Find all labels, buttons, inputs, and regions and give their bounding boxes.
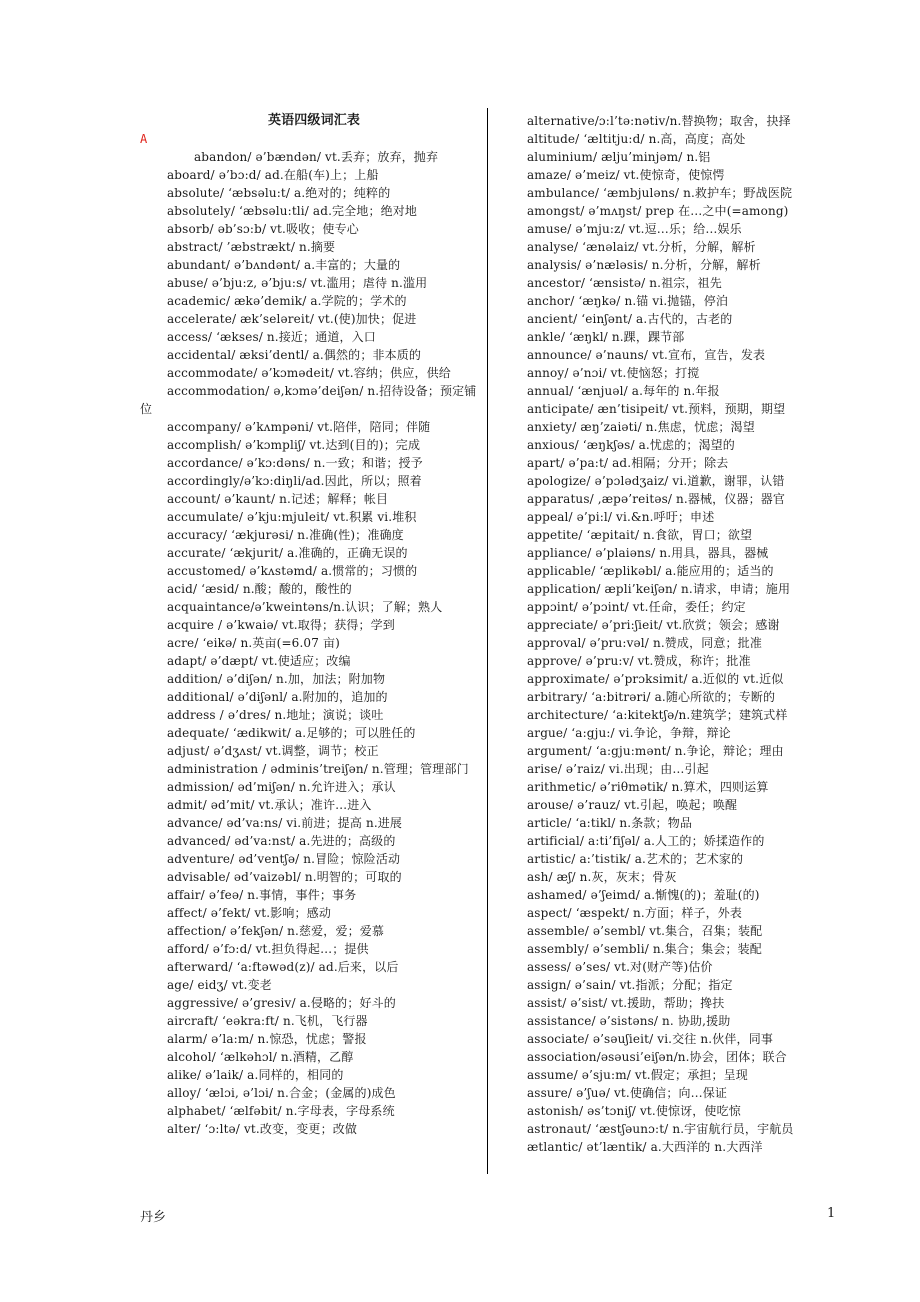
vocab-entry: arise/ ə’raiz/ vi.出现；由…引起 xyxy=(527,762,709,776)
footer-author: 丹乡 xyxy=(140,1210,167,1225)
vocab-entry: astonish/ əs’tɔniʃ/ vt.使惊讶，使吃惊 xyxy=(527,1104,741,1118)
left-column xyxy=(140,112,478,1138)
vocab-entry: alarm/ ə’la:m/ n.惊恐，忧虑；警报 xyxy=(167,1032,367,1046)
vocab-entry: afford/ ə’fɔ:d/ vt.担负得起…；提供 xyxy=(167,942,369,956)
vocab-entry: abuse/ ə’bju:z, ə’bju:s/ vt.滥用；虐待 n.滥用 xyxy=(167,276,428,290)
vocab-entry: accustomed/ ə’kʌstəmd/ a.惯常的；习惯的 xyxy=(167,564,418,578)
vocab-entry: aboard/ ə’bɔ:d/ ad.在船(车)上；上船 xyxy=(167,168,379,182)
vocab-entry: admit/ əd’mit/ vt.承认；准许…进入 xyxy=(167,798,372,812)
vocab-entry: applicable/ ‘æplikəbl/ a.能应用的；适当的 xyxy=(527,564,774,578)
vocab-entry: adequate/ ‘ædikwit/ a.足够的；可以胜任的 xyxy=(167,726,416,740)
vocab-entry: arithmetic/ ə’riθmətik/ n.算术，四则运算 xyxy=(527,780,769,794)
vocab-entry: association/əsəusi’eiʃən/n.协会，团体；联合 xyxy=(527,1050,787,1064)
vocab-entry: absolute/ ‘æbsəlu:t/ a.绝对的；纯粹的 xyxy=(167,186,391,200)
vocab-entry: argument/ ‘a:gju:mənt/ n.争论，辩论；理由 xyxy=(527,744,784,758)
right-column xyxy=(500,112,840,1156)
vocab-entry: abstract/ ’æbstrækt/ n.摘要 xyxy=(167,240,336,254)
vocab-entry: aggressive/ ə’gresiv/ a.侵略的；好斗的 xyxy=(167,996,396,1010)
vocab-entry: approval/ ə’pru:vəl/ n.赞成，同意；批准 xyxy=(527,636,762,650)
vocab-entry: assume/ ə’sju:m/ vt.假定；承担；呈现 xyxy=(527,1068,748,1082)
vocab-entry: ankle/ ‘æŋkl/ n.踝，踝节部 xyxy=(527,330,685,344)
vocab-entry: accomplish/ ə’kɔmpliʃ/ vt.达到(目的)；完成 xyxy=(167,438,421,452)
vocab-entry: acre/ ‘eikə/ n.英亩(=6.07 亩) xyxy=(167,636,340,650)
vocab-entry: assemble/ ə’sembl/ vt.集合，召集；装配 xyxy=(527,924,763,938)
vocab-entry: arbitrary/ ‘a:bitrəri/ a.随心所欲的；专断的 xyxy=(527,690,776,704)
vocab-entry: anticipate/ æn’tisipeit/ vt.预料，预期，期望 xyxy=(527,402,786,416)
vocab-entry: additional/ ə’diʃənl/ a.附加的，追加的 xyxy=(167,690,388,704)
vocab-entry: application/ æpli’keiʃən/ n.请求，申请；施用 xyxy=(527,582,791,596)
vocab-entry: annual/ ‘ænjuəl/ a.每年的 n.年报 xyxy=(527,384,720,398)
vocab-entry: appeal/ ə’pi:l/ vi.&n.呼吁；申述 xyxy=(527,510,715,524)
vocab-entry: accommodate/ ə’kɔmədeit/ vt.容纳；供应，供给 xyxy=(167,366,451,380)
vocab-entry: anchor/ ‘æŋkə/ n.锚 vi.抛锚，停泊 xyxy=(527,294,729,308)
vocab-entry: anxious/ ‘æŋkʃəs/ a.忧虑的；渴望的 xyxy=(527,438,735,452)
vocab-entry: address / ə’dres/ n.地址；演说；谈吐 xyxy=(167,708,384,722)
vocab-entry: adapt/ ə’dæpt/ vt.使适应；改编 xyxy=(167,654,351,668)
vocab-entry: appetite/ ‘æpitait/ n.食欲，胃口；欲望 xyxy=(527,528,753,542)
vocab-entry: anxiety/ æŋ’zaiəti/ n.焦虑，忧虑；渴望 xyxy=(527,420,755,434)
vocab-entry: accidental/ æksi’dentl/ a.偶然的；非本质的 xyxy=(167,348,422,362)
vocab-entry: amongst/ ə’mʌŋst/ prep 在…之中(=among) xyxy=(527,204,789,218)
vocab-entry: assure/ ə’ʃuə/ vt.使确信；向…保证 xyxy=(527,1086,728,1100)
vocab-entry: absorb/ əb’sɔ:b/ vt.吸收；使专心 xyxy=(167,222,359,236)
vocab-entry: associate/ ə’səuʃieit/ vi.交往 n.伙伴，同事 xyxy=(527,1032,773,1046)
right-entry-list xyxy=(500,112,840,1156)
vocab-entry: appreciate/ ə’pri:ʃieit/ vt.欣赏；领会；感谢 xyxy=(527,618,780,632)
vocab-entry: addition/ ə’diʃən/ n.加，加法；附加物 xyxy=(167,672,386,686)
left-entry-list xyxy=(140,148,478,1138)
vocab-entry: acid/ ‘æsid/ n.酸；酸的，酸性的 xyxy=(167,582,352,596)
vocab-entry: accompany/ ə’kʌmpəni/ vt.陪伴，陪同；伴随 xyxy=(167,420,431,434)
vocab-entry: accommodation/ ə,kɔmə’deiʃən/ n.招待设备；预定铺位 xyxy=(140,384,477,416)
vocab-entry: affection/ ə’fekʃən/ n.慈爱，爱；爱慕 xyxy=(167,924,385,938)
vocab-entry: alternative/ɔ:l’tə:nətiv/n.替换物；取舍，抉择 xyxy=(527,114,791,128)
vocab-entry: affect/ ə’fekt/ vt.影响；感动 xyxy=(167,906,331,920)
vocab-entry: admission/ əd’miʃən/ n.允许进入；承认 xyxy=(167,780,396,794)
vocab-entry: argue/ ‘a:gju:/ vi.争论，争辩，辩论 xyxy=(527,726,731,740)
vocab-entry: affair/ ə’feə/ n.事情，事件；事务 xyxy=(167,888,357,902)
vocab-entry: assess/ ə’ses/ vt.对(财产等)估价 xyxy=(527,960,713,974)
vocab-entry: approximate/ ə’prɔksimit/ a.近似的 vt.近似 xyxy=(527,672,784,686)
vocab-entry: aircraft/ ‘eəkra:ft/ n.飞机，飞行器 xyxy=(167,1014,368,1028)
section-letter: A xyxy=(140,132,148,146)
document-title: 英语四级词汇表 xyxy=(267,113,361,128)
vocab-entry: artificial/ a:ti’fiʃəl/ a.人工的；娇揉造作的 xyxy=(527,834,765,848)
vocab-entry: alloy/ ‘ælɔi, ə’lɔi/ n.合金；(金属的)成色 xyxy=(167,1086,396,1100)
vocab-entry: ancestor/ ‘ænsistə/ n.祖宗，祖先 xyxy=(527,276,722,290)
vocab-entry: acquaintance/ə’kweintəns/n.认识；了解；熟人 xyxy=(167,600,443,614)
vocab-entry: amaze/ ə’meiz/ vt.使惊奇，使惊愕 xyxy=(527,168,725,182)
vocab-entry: architecture/ ‘a:kitektʃə/n.建筑学；建筑式样 xyxy=(527,708,788,722)
vocab-entry: assistance/ ə’sistəns/ n. 协助,援助 xyxy=(527,1014,731,1028)
vocab-entry: accurate/ ‘ækjurit/ a.准确的，正确无误的 xyxy=(167,546,408,560)
vocab-entry: advanced/ əd’va:nst/ a.先进的；高级的 xyxy=(167,834,396,848)
vocab-entry: accuracy/ ‘ækjurəsi/ n.准确(性)；准确度 xyxy=(167,528,404,542)
column-divider xyxy=(487,108,488,1174)
vocab-entry: accelerate/ æk’seləreit/ vt.(使)加快；促进 xyxy=(167,312,417,326)
vocab-entry: alphabet/ ‘ælfəbit/ n.字母表，字母系统 xyxy=(167,1104,395,1118)
vocab-entry: alter/ ‘ɔ:ltə/ vt.改变，变更；改做 xyxy=(167,1122,358,1136)
vocab-entry: adventure/ əd’ventʃə/ n.冒险；惊险活动 xyxy=(167,852,401,866)
vocab-entry: account/ ə’kaunt/ n.记述；解释；帐目 xyxy=(167,492,389,506)
vocab-entry: artistic/ a:’tistik/ a.艺术的；艺术家的 xyxy=(527,852,744,866)
vocab-entry: access/ ‘ækses/ n.接近；通道，入口 xyxy=(167,330,376,344)
vocab-entry: absolutely/ ‘æbsəlu:tli/ ad.完全地；绝对地 xyxy=(167,204,418,218)
vocab-entry: ancient/ ‘einʃənt/ a.古代的，古老的 xyxy=(527,312,733,326)
vocab-entry: assist/ ə’sist/ vt.援助，帮助；搀扶 xyxy=(527,996,725,1010)
vocab-entry: acquire / ə’kwaiə/ vt.取得；获得；学到 xyxy=(167,618,395,632)
vocab-entry: ashamed/ ə’ʃeimd/ a.惭愧(的)；羞耻(的) xyxy=(527,888,760,902)
vocab-entry: abandon/ ə’bændən/ vt.丢弃；放弃，抛弃 xyxy=(194,150,439,164)
vocab-entry: appɔint/ ə’pɔint/ vt.任命，委任；约定 xyxy=(527,600,746,614)
vocab-entry: appliance/ ə’plaiəns/ n.用具，器具，器械 xyxy=(527,546,769,560)
vocab-entry: ætlantic/ ət’læntik/ a.大西洋的 n.大西洋 xyxy=(527,1140,763,1154)
vocab-entry: administration / ədminis’treiʃən/ n.管理；管理部门 xyxy=(167,762,469,776)
vocab-entry: ash/ æʃ/ n.灰，灰末；骨灰 xyxy=(527,870,677,884)
vocab-entry: abundant/ ə’bʌndənt/ a.丰富的；大量的 xyxy=(167,258,401,272)
vocab-entry: advisable/ əd’vaizəbl/ n.明智的；可取的 xyxy=(167,870,402,884)
vocab-entry: apart/ ə’pa:t/ ad.相隔；分开；除去 xyxy=(527,456,729,470)
vocab-entry: arouse/ ə’rauz/ vt.引起，唤起；唤醒 xyxy=(527,798,738,812)
vocab-entry: astronaut/ ‘æstʃəunɔ:t/ n.宇宙航行员，宇航员 xyxy=(527,1122,794,1136)
vocab-entry: amuse/ ə’mju:z/ vt.逗…乐；给…娱乐 xyxy=(527,222,742,236)
vocab-entry: accordance/ ə’kɔ:dəns/ n.一致；和谐；授予 xyxy=(167,456,423,470)
vocab-entry: annoy/ ə’nɔi/ vt.使恼怒；打搅 xyxy=(527,366,700,380)
vocab-entry: analysis/ ə’næləsis/ n.分析，分解，解析 xyxy=(527,258,761,272)
vocab-entry: ambulance/ ‘æmbjuləns/ n.救护车；野战医院 xyxy=(527,186,793,200)
page-number: 1 xyxy=(827,1206,836,1221)
vocab-entry: alike/ ə’laik/ a.同样的，相同的 xyxy=(167,1068,344,1082)
vocab-entry: academic/ ækə’demik/ a.学院的；学术的 xyxy=(167,294,407,308)
vocab-entry: aluminium/ ælju’minjəm/ n.铝 xyxy=(527,150,711,164)
vocab-entry: announce/ ə’nauns/ vt.宣布，宣告，发表 xyxy=(527,348,766,362)
vocab-entry: apologize/ ə’pɔlədʒaiz/ vi.道歉，谢罪，认错 xyxy=(527,474,785,488)
vocab-entry: advance/ əd’va:ns/ vi.前进；提高 n.进展 xyxy=(167,816,403,830)
vocab-entry: approve/ ə’pru:v/ vt.赞成，称许；批准 xyxy=(527,654,751,668)
vocab-entry: analyse/ ‘ænəlaiz/ vt.分析，分解，解析 xyxy=(527,240,756,254)
vocab-entry: accumulate/ ə’kju:mjuleit/ vt.积累 vi.堆积 xyxy=(167,510,417,524)
vocab-entry: alcohol/ ‘ælkəhɔl/ n.酒精，乙醇 xyxy=(167,1050,354,1064)
vocab-entry: age/ eidʒ/ vt.变老 xyxy=(167,978,272,992)
vocab-entry: afterward/ ‘a:ftəwəd(z)/ ad.后来，以后 xyxy=(167,960,399,974)
vocab-entry: assembly/ ə’sembli/ n.集合；集会；装配 xyxy=(527,942,762,956)
vocab-entry: altitude/ ‘æltitju:d/ n.高，高度；高处 xyxy=(527,132,746,146)
vocab-entry: adjust/ ə’dʒʌst/ vt.调整，调节；校正 xyxy=(167,744,379,758)
vocab-entry: aspect/ ‘æspekt/ n.方面；样子，外表 xyxy=(527,906,743,920)
vocab-entry: accordingly/ə’kɔ:diŋli/ad.因此，所以；照着 xyxy=(167,474,422,488)
vocab-entry: apparatus/ ,æpə’reitəs/ n.器械，仪器；器官 xyxy=(527,492,786,506)
vocab-entry: article/ ‘a:tikl/ n.条款；物品 xyxy=(527,816,693,830)
vocab-entry: assign/ ə’sain/ vt.指派；分配；指定 xyxy=(527,978,733,992)
